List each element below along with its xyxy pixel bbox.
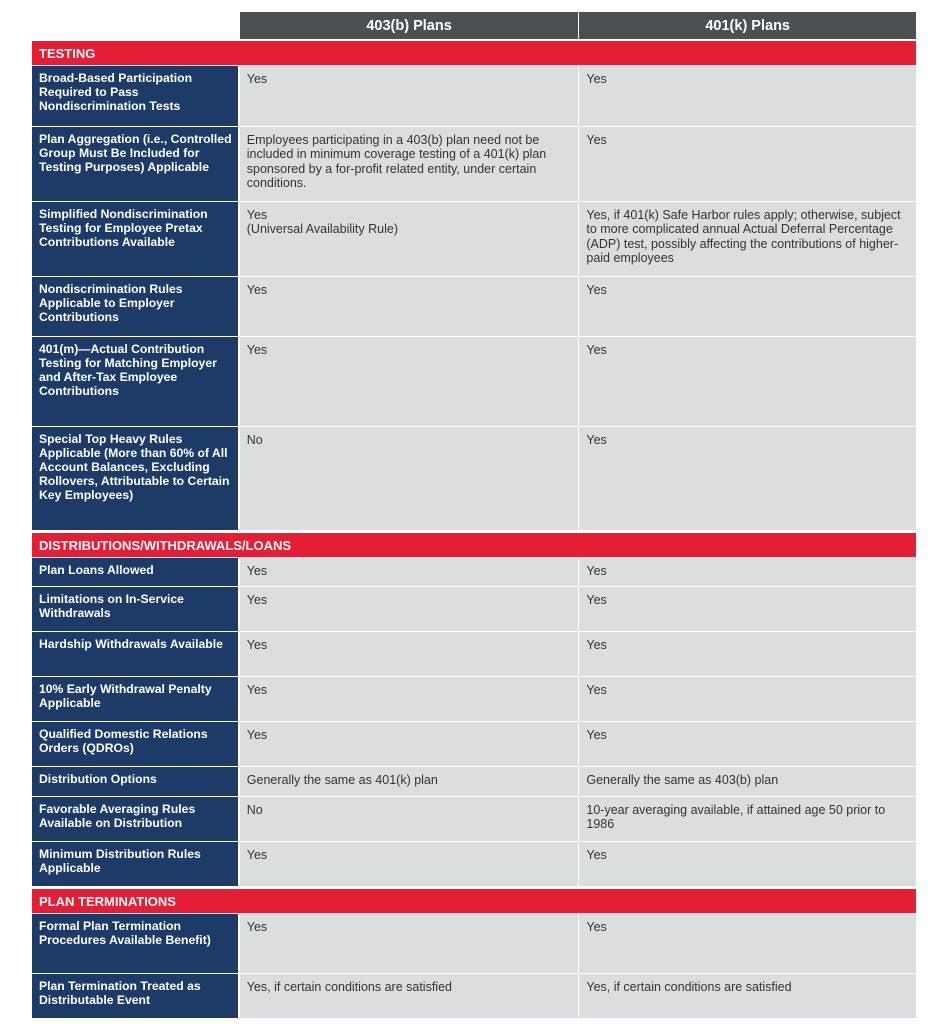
cell-401k: Yes <box>579 277 916 336</box>
row-label: Nondiscrimination Rules Applicable to Employer Contributions <box>32 277 238 336</box>
row-label: Distribution Options <box>32 767 238 796</box>
section-testing: TESTING <box>32 41 916 66</box>
cell-403b: Yes <box>240 677 579 721</box>
row-label: Limitations on In-Service Withdrawals <box>32 587 238 631</box>
cell-401k: Yes <box>579 842 916 886</box>
cell-403b: Generally the same as 401(k) plan <box>240 767 579 796</box>
cell-401k: Generally the same as 403(b) plan <box>579 767 916 796</box>
table-header <box>32 12 916 39</box>
cell-403b: Yes <box>240 632 579 676</box>
cell-401k: Yes <box>579 914 916 973</box>
table-row <box>32 427 916 531</box>
cell-401k: Yes <box>579 66 916 126</box>
row-label: Hardship Withdrawals Available <box>32 632 238 676</box>
cell-401k: Yes <box>579 558 916 586</box>
cell-401k: Yes <box>579 337 916 426</box>
table-row <box>32 202 916 277</box>
cell-403b: Yes <box>240 558 579 586</box>
cell-403b: Yes <box>240 66 579 126</box>
cell-403b: No <box>240 797 579 841</box>
table-row <box>32 767 916 797</box>
section-plan-terminations: PLAN TERMINATIONS <box>32 889 916 914</box>
cell-403b: Yes <box>240 722 579 766</box>
cell-403b: Employees participating in a 403(b) plan need not be included in minimum coverage testing of a 401(k) plan sponsored by a for-profit related entity, under certain conditions. <box>240 127 579 201</box>
section-distributions: DISTRIBUTIONS/WITHDRAWALS/LOANS <box>32 533 916 558</box>
row-label: Formal Plan Termination Procedures Available Benefit) <box>32 914 238 973</box>
row-label: Plan Aggregation (i.e., Controlled Group Must Be Included for Testing Purposes) Applicable <box>32 127 238 201</box>
row-label: Simplified Nondiscrimination Testing for Employee Pretax Contributions Available <box>32 202 238 276</box>
cell-403b: Yes, if certain conditions are satisfied <box>240 974 579 1018</box>
table-row <box>32 914 916 974</box>
row-label: 10% Early Withdrawal Penalty Applicable <box>32 677 238 721</box>
cell-401k: 10-year averaging available, if attained age 50 prior to 1986 <box>579 797 916 841</box>
cell-401k: Yes, if certain conditions are satisfied <box>579 974 916 1018</box>
table-row <box>32 677 916 722</box>
row-label: Qualified Domestic Relations Orders (QDROs) <box>32 722 238 766</box>
table-row <box>32 127 916 202</box>
table-row <box>32 277 916 337</box>
row-label: Plan Loans Allowed <box>32 558 238 586</box>
cell-401k: Yes <box>579 427 916 530</box>
cell-401k: Yes <box>579 632 916 676</box>
cell-403b: Yes <box>240 587 579 631</box>
header-401k: 401(k) Plans <box>579 12 916 39</box>
cell-401k: Yes <box>579 677 916 721</box>
comparison-table <box>32 12 916 1019</box>
table-row <box>32 558 916 587</box>
cell-403b: Yes <box>240 337 579 426</box>
table-row <box>32 587 916 632</box>
cell-403b: Yes <box>240 914 579 973</box>
table-row <box>32 66 916 127</box>
cell-403b: Yes <box>240 842 579 886</box>
cell-401k: Yes <box>579 722 916 766</box>
table-row <box>32 722 916 767</box>
row-label: Favorable Averaging Rules Available on Distribution <box>32 797 238 841</box>
table-row <box>32 632 916 677</box>
cell-403b: Yes (Universal Availability Rule) <box>240 202 579 276</box>
cell-401k: Yes <box>579 587 916 631</box>
cell-403b: Yes <box>240 277 579 336</box>
table-row <box>32 842 916 887</box>
table-row <box>32 974 916 1019</box>
row-label: Minimum Distribution Rules Applicable <box>32 842 238 886</box>
cell-403b: No <box>240 427 579 530</box>
cell-401k: Yes, if 401(k) Safe Harbor rules apply; otherwise, subject to more complicated annual Actual Deferral Percentage (ADP) test, possibly affecting the contributions of higher-paid employees <box>579 202 916 276</box>
row-label: Plan Termination Treated as Distributable Event <box>32 974 238 1018</box>
row-label: Special Top Heavy Rules Applicable (More than 60% of All Account Balances, Excluding Rollovers, Attributable to Certain Key Employees) <box>32 427 238 530</box>
cell-401k: Yes <box>579 127 916 201</box>
row-label: 401(m)—Actual Contribution Testing for Matching Employer and After-Tax Employee Contributions <box>32 337 238 426</box>
table-row <box>32 337 916 427</box>
table-row <box>32 797 916 842</box>
row-label: Broad-Based Participation Required to Pass Nondiscrimination Tests <box>32 66 238 126</box>
header-blank-cell <box>32 12 238 39</box>
header-403b: 403(b) Plans <box>240 12 579 39</box>
